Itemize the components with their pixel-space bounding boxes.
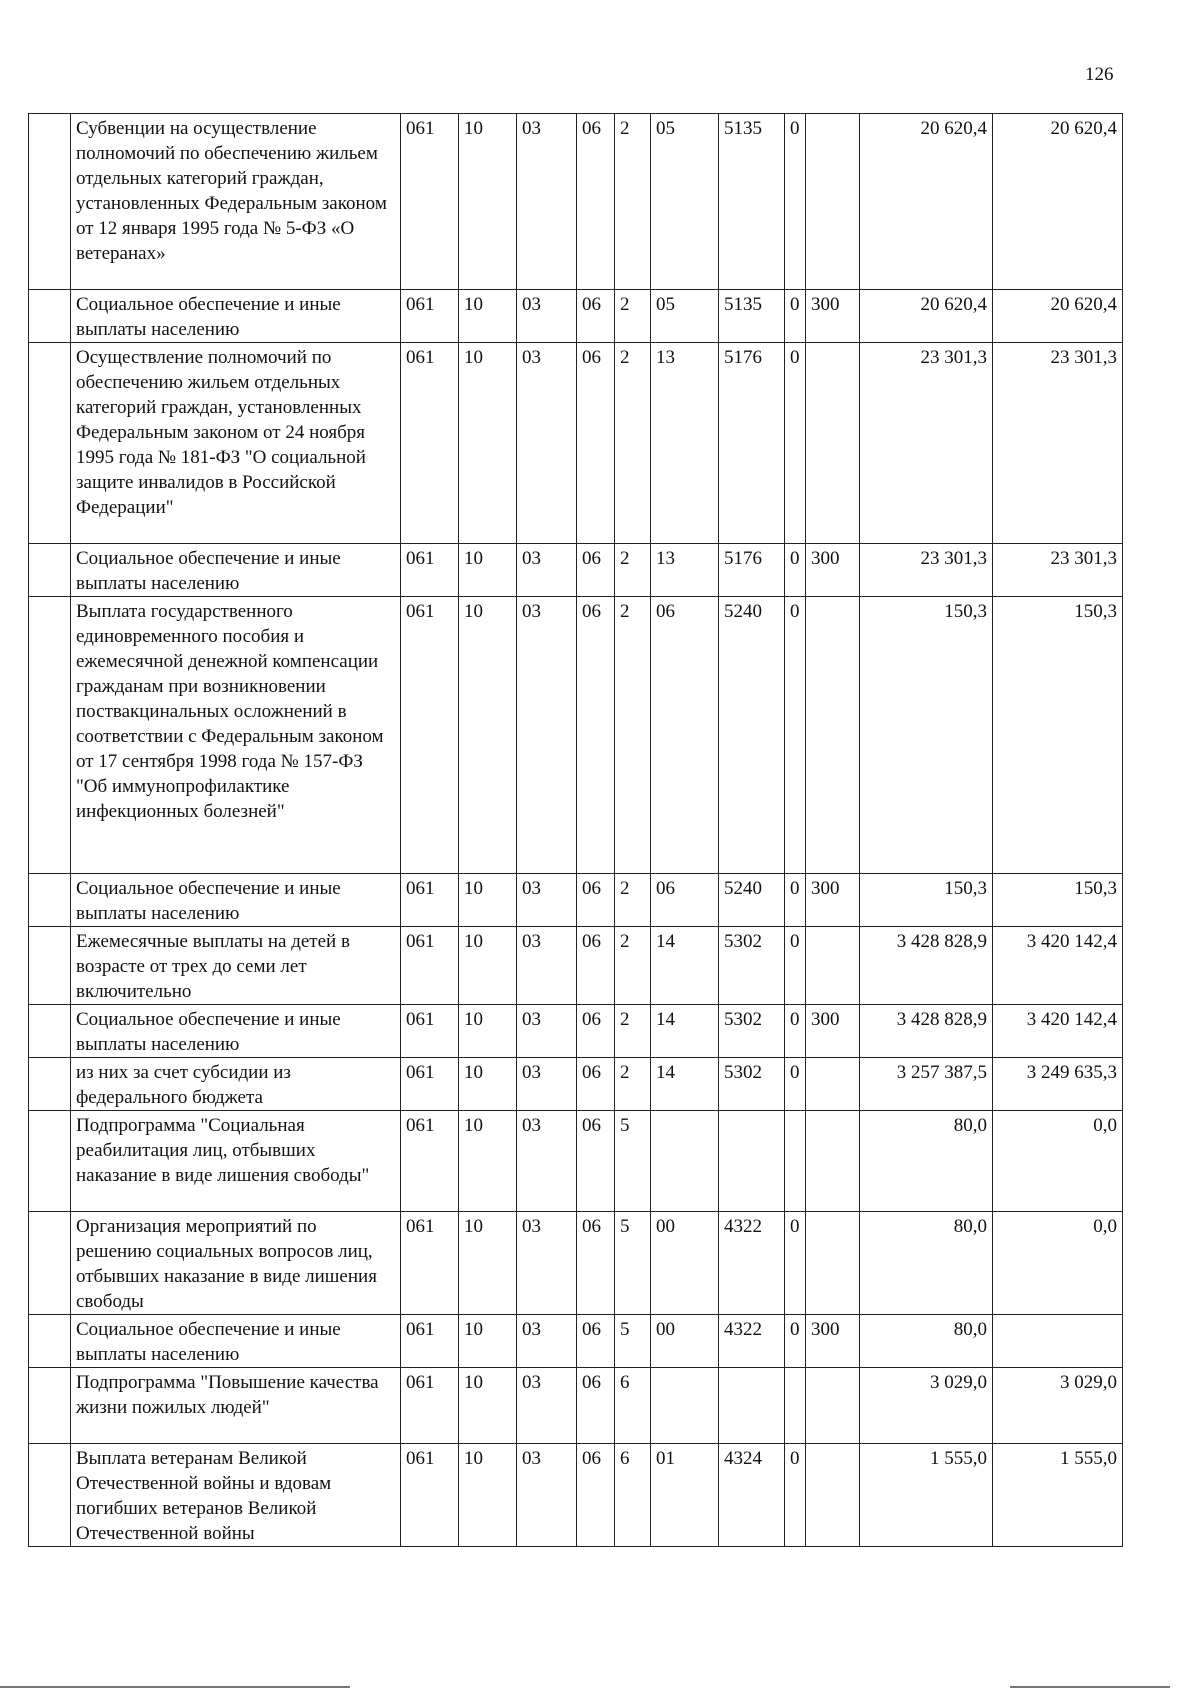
code-subprogram-cell: 2 <box>615 1058 651 1111</box>
amount-current-cell: 1 555,0 <box>860 1444 993 1547</box>
table-row <box>29 597 1123 874</box>
code-extra-cell: 0 <box>785 1005 806 1058</box>
code-direction-cell: 5302 <box>719 1005 785 1058</box>
code-direction-cell: 5135 <box>719 114 785 290</box>
code-event-cell: 06 <box>651 597 719 874</box>
code-event-cell: 13 <box>651 544 719 597</box>
code-section-cell: 10 <box>459 343 517 544</box>
amount-current-cell: 150,3 <box>860 597 993 874</box>
row-number-cell <box>29 597 71 874</box>
table-row <box>29 343 1123 544</box>
code-program-cell: 06 <box>577 544 615 597</box>
row-number-cell <box>29 1444 71 1547</box>
code-subprogram-cell: 5 <box>615 1315 651 1368</box>
amount-current-cell: 20 620,4 <box>860 114 993 290</box>
code-subprogram-cell: 6 <box>615 1368 651 1444</box>
item-name-cell: Подпрограмма "Социальная реабилитация лиц, отбывших наказание в виде лишения свободы" <box>71 1111 401 1212</box>
code-section-cell: 10 <box>459 1368 517 1444</box>
item-name-cell: Выплата государственного единовременного пособия и ежемесячной денежной компенсации гражданам при возникновении поствакцинальных осложнений в соответствии с Федеральным законом от 17 сентября 1998 года № 157-ФЗ "Об иммунопрофилактике инфекционных болезней" <box>71 597 401 874</box>
code-program-cell: 06 <box>577 343 615 544</box>
amount-current-cell: 23 301,3 <box>860 544 993 597</box>
code-section-cell: 10 <box>459 544 517 597</box>
code-extra-cell: 0 <box>785 544 806 597</box>
code-expense-type-cell <box>806 1212 860 1315</box>
code-section-cell: 10 <box>459 1111 517 1212</box>
code-expense-type-cell: 300 <box>806 544 860 597</box>
code-extra-cell: 0 <box>785 290 806 343</box>
budget-table <box>28 113 1123 1547</box>
table-row <box>29 1444 1123 1547</box>
amount-current-cell: 80,0 <box>860 1212 993 1315</box>
code-admin-cell: 061 <box>401 1368 459 1444</box>
code-direction-cell: 5176 <box>719 544 785 597</box>
code-subsection-cell: 03 <box>517 343 577 544</box>
code-section-cell: 10 <box>459 597 517 874</box>
code-expense-type-cell: 300 <box>806 1315 860 1368</box>
code-section-cell: 10 <box>459 1005 517 1058</box>
amount-next-cell: 23 301,3 <box>993 343 1123 544</box>
code-event-cell: 13 <box>651 343 719 544</box>
code-expense-type-cell <box>806 1368 860 1444</box>
code-expense-type-cell <box>806 1058 860 1111</box>
code-expense-type-cell: 300 <box>806 874 860 927</box>
code-extra-cell: 0 <box>785 597 806 874</box>
code-subprogram-cell: 2 <box>615 597 651 874</box>
code-expense-type-cell <box>806 1444 860 1547</box>
code-event-cell <box>651 1111 719 1212</box>
row-number-cell <box>29 1368 71 1444</box>
amount-next-cell: 20 620,4 <box>993 114 1123 290</box>
item-name-cell: Социальное обеспечение и иные выплаты населению <box>71 544 401 597</box>
code-subprogram-cell: 2 <box>615 114 651 290</box>
item-name-cell: Социальное обеспечение и иные выплаты населению <box>71 874 401 927</box>
table-row <box>29 544 1123 597</box>
code-program-cell: 06 <box>577 1212 615 1315</box>
code-extra-cell <box>785 1368 806 1444</box>
amount-current-cell: 20 620,4 <box>860 290 993 343</box>
code-subsection-cell: 03 <box>517 544 577 597</box>
item-name-cell: Субвенции на осуществление полномочий по обеспечению жильем отдельных категорий граждан, установленных Федеральным законом от 12 января 1995 года № 5-ФЗ «О ветеранах» <box>71 114 401 290</box>
amount-next-cell: 0,0 <box>993 1111 1123 1212</box>
code-extra-cell: 0 <box>785 1058 806 1111</box>
code-admin-cell: 061 <box>401 597 459 874</box>
code-extra-cell: 0 <box>785 1212 806 1315</box>
code-program-cell: 06 <box>577 874 615 927</box>
code-subprogram-cell: 2 <box>615 343 651 544</box>
code-direction-cell: 5240 <box>719 874 785 927</box>
code-expense-type-cell <box>806 927 860 1005</box>
code-admin-cell: 061 <box>401 874 459 927</box>
page-number: 126 <box>1085 64 1114 85</box>
item-name-cell: Социальное обеспечение и иные выплаты населению <box>71 1315 401 1368</box>
code-event-cell: 06 <box>651 874 719 927</box>
code-event-cell: 05 <box>651 114 719 290</box>
code-admin-cell: 061 <box>401 1212 459 1315</box>
code-event-cell: 14 <box>651 1005 719 1058</box>
code-subprogram-cell: 2 <box>615 1005 651 1058</box>
code-program-cell: 06 <box>577 1444 615 1547</box>
code-expense-type-cell: 300 <box>806 290 860 343</box>
code-subsection-cell: 03 <box>517 1005 577 1058</box>
code-subprogram-cell: 5 <box>615 1111 651 1212</box>
code-program-cell: 06 <box>577 597 615 874</box>
code-extra-cell: 0 <box>785 927 806 1005</box>
code-expense-type-cell <box>806 343 860 544</box>
code-subprogram-cell: 5 <box>615 1212 651 1315</box>
amount-current-cell: 23 301,3 <box>860 343 993 544</box>
amount-next-cell <box>993 1315 1123 1368</box>
row-number-cell <box>29 1315 71 1368</box>
code-subsection-cell: 03 <box>517 1368 577 1444</box>
code-subprogram-cell: 2 <box>615 290 651 343</box>
amount-next-cell: 150,3 <box>993 597 1123 874</box>
code-subsection-cell: 03 <box>517 874 577 927</box>
row-number-cell <box>29 1212 71 1315</box>
code-direction-cell <box>719 1368 785 1444</box>
code-subsection-cell: 03 <box>517 1315 577 1368</box>
row-number-cell <box>29 874 71 927</box>
code-subsection-cell: 03 <box>517 1111 577 1212</box>
code-extra-cell <box>785 1111 806 1212</box>
code-expense-type-cell <box>806 114 860 290</box>
table-row <box>29 1111 1123 1212</box>
item-name-cell: Выплата ветеранам Великой Отечественной войны и вдовам погибших ветеранов Великой Отечественной войны <box>71 1444 401 1547</box>
amount-current-cell: 80,0 <box>860 1315 993 1368</box>
code-program-cell: 06 <box>577 1058 615 1111</box>
code-admin-cell: 061 <box>401 1315 459 1368</box>
code-extra-cell: 0 <box>785 874 806 927</box>
code-subsection-cell: 03 <box>517 927 577 1005</box>
code-extra-cell: 0 <box>785 1444 806 1547</box>
footer-rule <box>0 1686 350 1688</box>
code-direction-cell: 4324 <box>719 1444 785 1547</box>
code-admin-cell: 061 <box>401 290 459 343</box>
amount-next-cell: 20 620,4 <box>993 290 1123 343</box>
amount-next-cell: 23 301,3 <box>993 544 1123 597</box>
code-direction-cell <box>719 1111 785 1212</box>
item-name-cell: Ежемесячные выплаты на детей в возрасте от трех до семи лет включительно <box>71 927 401 1005</box>
code-admin-cell: 061 <box>401 1058 459 1111</box>
code-admin-cell: 061 <box>401 343 459 544</box>
code-expense-type-cell: 300 <box>806 1005 860 1058</box>
code-extra-cell: 0 <box>785 343 806 544</box>
table-row <box>29 1212 1123 1315</box>
item-name-cell: Социальное обеспечение и иные выплаты населению <box>71 290 401 343</box>
code-program-cell: 06 <box>577 114 615 290</box>
amount-next-cell: 3 420 142,4 <box>993 1005 1123 1058</box>
table-row <box>29 1005 1123 1058</box>
amount-current-cell: 3 428 828,9 <box>860 927 993 1005</box>
code-subprogram-cell: 2 <box>615 927 651 1005</box>
code-event-cell: 05 <box>651 290 719 343</box>
amount-current-cell: 150,3 <box>860 874 993 927</box>
code-event-cell: 01 <box>651 1444 719 1547</box>
code-direction-cell: 5135 <box>719 290 785 343</box>
amount-next-cell: 3 249 635,3 <box>993 1058 1123 1111</box>
code-section-cell: 10 <box>459 874 517 927</box>
footer-rule <box>1010 1686 1170 1688</box>
code-expense-type-cell <box>806 597 860 874</box>
table-row <box>29 874 1123 927</box>
row-number-cell <box>29 927 71 1005</box>
item-name-cell: Подпрограмма "Повышение качества жизни пожилых людей" <box>71 1368 401 1444</box>
code-admin-cell: 061 <box>401 1111 459 1212</box>
amount-current-cell: 3 257 387,5 <box>860 1058 993 1111</box>
code-section-cell: 10 <box>459 1212 517 1315</box>
row-number-cell <box>29 114 71 290</box>
code-direction-cell: 5302 <box>719 1058 785 1111</box>
code-subsection-cell: 03 <box>517 1212 577 1315</box>
row-number-cell <box>29 1058 71 1111</box>
table-row <box>29 114 1123 290</box>
code-event-cell <box>651 1368 719 1444</box>
amount-current-cell: 3 029,0 <box>860 1368 993 1444</box>
code-program-cell: 06 <box>577 290 615 343</box>
code-subprogram-cell: 2 <box>615 544 651 597</box>
code-admin-cell: 061 <box>401 927 459 1005</box>
code-program-cell: 06 <box>577 1111 615 1212</box>
row-number-cell <box>29 1111 71 1212</box>
code-section-cell: 10 <box>459 1058 517 1111</box>
code-event-cell: 00 <box>651 1212 719 1315</box>
table-row <box>29 1368 1123 1444</box>
table-row <box>29 1058 1123 1111</box>
row-number-cell <box>29 1005 71 1058</box>
code-program-cell: 06 <box>577 1005 615 1058</box>
code-direction-cell: 5302 <box>719 927 785 1005</box>
code-program-cell: 06 <box>577 927 615 1005</box>
amount-current-cell: 3 428 828,9 <box>860 1005 993 1058</box>
code-subsection-cell: 03 <box>517 1058 577 1111</box>
code-direction-cell: 4322 <box>719 1212 785 1315</box>
table-row <box>29 1315 1123 1368</box>
amount-next-cell: 0,0 <box>993 1212 1123 1315</box>
code-subprogram-cell: 6 <box>615 1444 651 1547</box>
item-name-cell: из них за счет субсидии из федерального бюджета <box>71 1058 401 1111</box>
code-extra-cell: 0 <box>785 114 806 290</box>
item-name-cell: Осуществление полномочий по обеспечению жильем отдельных категорий граждан, установленных Федеральным законом от 24 ноября 1995 года № 181-ФЗ "О социальной защите инвалидов в Российской Федерации" <box>71 343 401 544</box>
code-subsection-cell: 03 <box>517 290 577 343</box>
row-number-cell <box>29 343 71 544</box>
code-direction-cell: 5176 <box>719 343 785 544</box>
code-subsection-cell: 03 <box>517 597 577 874</box>
code-subprogram-cell: 2 <box>615 874 651 927</box>
code-extra-cell: 0 <box>785 1315 806 1368</box>
amount-next-cell: 1 555,0 <box>993 1444 1123 1547</box>
code-subsection-cell: 03 <box>517 114 577 290</box>
table-row <box>29 290 1123 343</box>
row-number-cell <box>29 544 71 597</box>
code-program-cell: 06 <box>577 1368 615 1444</box>
item-name-cell: Организация мероприятий по решению социальных вопросов лиц, отбывших наказание в виде лишения свободы <box>71 1212 401 1315</box>
code-admin-cell: 061 <box>401 1444 459 1547</box>
item-name-cell: Социальное обеспечение и иные выплаты населению <box>71 1005 401 1058</box>
amount-next-cell: 3 029,0 <box>993 1368 1123 1444</box>
code-direction-cell: 5240 <box>719 597 785 874</box>
code-event-cell: 00 <box>651 1315 719 1368</box>
code-section-cell: 10 <box>459 290 517 343</box>
code-section-cell: 10 <box>459 114 517 290</box>
code-program-cell: 06 <box>577 1315 615 1368</box>
code-subsection-cell: 03 <box>517 1444 577 1547</box>
code-section-cell: 10 <box>459 1444 517 1547</box>
code-event-cell: 14 <box>651 927 719 1005</box>
table-row <box>29 927 1123 1005</box>
code-admin-cell: 061 <box>401 544 459 597</box>
amount-next-cell: 3 420 142,4 <box>993 927 1123 1005</box>
code-expense-type-cell <box>806 1111 860 1212</box>
code-section-cell: 10 <box>459 1315 517 1368</box>
row-number-cell <box>29 290 71 343</box>
code-event-cell: 14 <box>651 1058 719 1111</box>
code-section-cell: 10 <box>459 927 517 1005</box>
code-direction-cell: 4322 <box>719 1315 785 1368</box>
amount-current-cell: 80,0 <box>860 1111 993 1212</box>
code-admin-cell: 061 <box>401 114 459 290</box>
code-admin-cell: 061 <box>401 1005 459 1058</box>
amount-next-cell: 150,3 <box>993 874 1123 927</box>
